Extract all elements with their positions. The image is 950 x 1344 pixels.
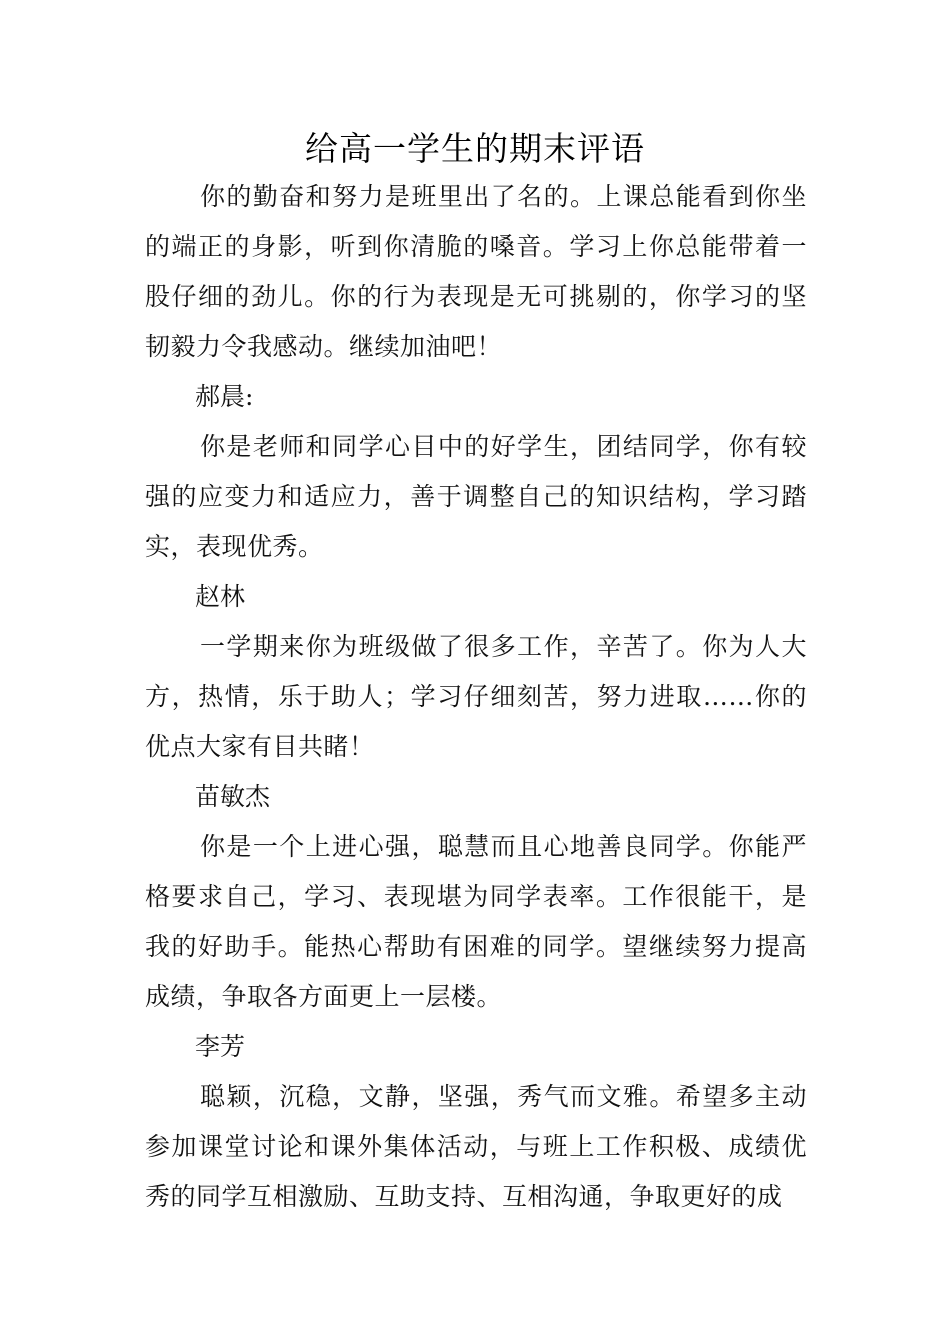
comment-paragraph: 你的勤奋和努力是班里出了名的。上课总能看到你坐的端正的身影，听到你清脆的嗓音。学习上你总能带着一股仔细的劲儿。你的行为表现是无可挑剔的，你学习的坚韧毅力令我感动。继续加油吧！ — [145, 182, 807, 361]
comment-paragraph: 你是一个上进心强，聪慧而且心地善良同学。你能严格要求自己，学习、表现堪为同学表率。工作很能干，是我的好助手。能热心帮助有困难的同学。望继续努力提高成绩，争取各方面更上一层楼。 — [145, 832, 807, 1011]
document-title: 给高一学生的期末评语 — [305, 129, 645, 168]
student-name: 李芳 — [195, 1032, 246, 1061]
comment-paragraph: 一学期来你为班级做了很多工作，辛苦了。你为人大方，热情，乐于助人；学习仔细刻苦，努力进取……你的优点大家有目共睹！ — [145, 632, 807, 761]
student-name: 郝晨: — [195, 382, 254, 411]
document-body — [145, 172, 807, 1222]
student-name: 赵林 — [195, 582, 246, 611]
comment-paragraph: 聪颖，沉稳，文静，坚强，秀气而文雅。希望多主动参加课堂讨论和课外集体活动，与班上工作积极、成绩优秀的同学互相激励、互助支持、互相沟通，争取更好的成 — [145, 1082, 807, 1211]
student-name: 苗敏杰 — [195, 782, 271, 811]
comment-paragraph: 你是老师和同学心目中的好学生，团结同学，你有较强的应变力和适应力，善于调整自己的知识结构，学习踏实，表现优秀。 — [145, 432, 807, 561]
